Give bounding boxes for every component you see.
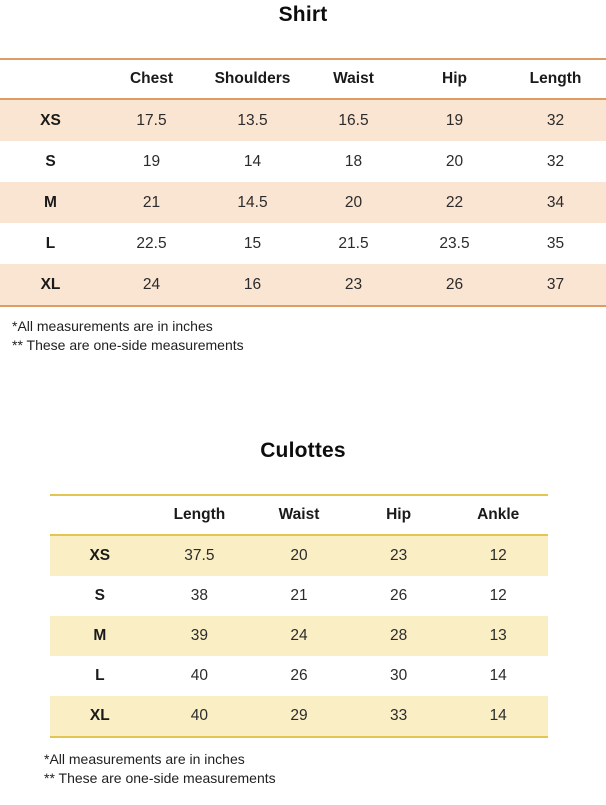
table-row-l bbox=[50, 656, 548, 696]
value-cell: 12 bbox=[489, 547, 507, 564]
size-cell: XL bbox=[40, 275, 61, 293]
column-header-hip: Hip bbox=[442, 70, 467, 87]
value-cell: 23 bbox=[344, 275, 363, 293]
table-note: ** These are one-side measurements bbox=[12, 337, 244, 353]
value-cell: 37 bbox=[546, 275, 565, 293]
table-note: ** These are one-side measurements bbox=[44, 770, 276, 786]
value-cell: 21.5 bbox=[338, 234, 369, 252]
shirt-notes bbox=[12, 317, 606, 355]
culottes-title: Culottes bbox=[260, 439, 346, 462]
value-cell: 20 bbox=[290, 547, 308, 564]
value-cell: 21 bbox=[290, 587, 308, 604]
value-cell: 18 bbox=[344, 152, 363, 170]
value-cell: 26 bbox=[445, 275, 464, 293]
value-cell: 30 bbox=[389, 667, 408, 684]
value-cell: 14 bbox=[489, 667, 507, 684]
culottes-notes bbox=[44, 750, 606, 788]
table-row-m bbox=[0, 182, 606, 223]
value-cell: 14 bbox=[243, 152, 262, 170]
table-row-m bbox=[50, 616, 548, 656]
value-cell: 16 bbox=[243, 275, 262, 293]
value-cell: 33 bbox=[389, 707, 408, 724]
value-cell: 15 bbox=[243, 234, 262, 252]
value-cell: 22 bbox=[445, 193, 464, 211]
size-cell: M bbox=[93, 627, 107, 644]
value-cell: 29 bbox=[290, 707, 308, 724]
column-header-waist: Waist bbox=[278, 506, 320, 523]
value-cell: 35 bbox=[546, 234, 565, 252]
culottes-size-table bbox=[50, 494, 548, 738]
value-cell: 22.5 bbox=[136, 234, 167, 252]
table-row-l bbox=[0, 223, 606, 264]
value-cell: 26 bbox=[389, 587, 408, 604]
value-cell: 40 bbox=[190, 667, 209, 684]
column-header-ankle: Ankle bbox=[477, 506, 520, 523]
value-cell: 17.5 bbox=[136, 111, 167, 129]
value-cell: 26 bbox=[290, 667, 308, 684]
value-cell: 39 bbox=[190, 627, 209, 644]
shirt-header-row bbox=[0, 60, 606, 100]
value-cell: 20 bbox=[445, 152, 464, 170]
table-note: *All measurements are in inches bbox=[12, 318, 213, 334]
size-cell: XS bbox=[89, 547, 111, 564]
size-cell: L bbox=[45, 234, 56, 252]
value-cell: 23.5 bbox=[439, 234, 470, 252]
size-cell: S bbox=[94, 587, 105, 604]
shirt-size-table bbox=[0, 58, 606, 307]
value-cell: 12 bbox=[489, 587, 507, 604]
table-note: *All measurements are in inches bbox=[44, 751, 245, 767]
table-row-s bbox=[0, 141, 606, 182]
column-header-length: Length bbox=[529, 70, 582, 87]
table-row-s bbox=[50, 576, 548, 616]
value-cell: 14.5 bbox=[237, 193, 268, 211]
table-row-xl bbox=[50, 696, 548, 736]
culottes-header-row bbox=[50, 496, 548, 536]
value-cell: 32 bbox=[546, 111, 565, 129]
value-cell: 23 bbox=[389, 547, 408, 564]
column-header-hip: Hip bbox=[386, 506, 412, 523]
value-cell: 14 bbox=[489, 707, 507, 724]
size-cell: XS bbox=[40, 111, 61, 129]
table-row-xs bbox=[0, 100, 606, 141]
column-header-shoulders: Shoulders bbox=[214, 70, 291, 87]
value-cell: 37.5 bbox=[184, 547, 215, 564]
size-cell: S bbox=[45, 152, 56, 170]
value-cell: 21 bbox=[142, 193, 161, 211]
size-cell: M bbox=[44, 193, 57, 211]
shirt-title: Shirt bbox=[278, 3, 328, 26]
value-cell: 38 bbox=[190, 587, 209, 604]
value-cell: 28 bbox=[389, 627, 408, 644]
value-cell: 16.5 bbox=[338, 111, 369, 129]
value-cell: 34 bbox=[546, 193, 565, 211]
corner-cell bbox=[50, 496, 150, 534]
column-header-length: Length bbox=[173, 506, 226, 523]
value-cell: 13 bbox=[489, 627, 507, 644]
column-header-chest: Chest bbox=[129, 70, 174, 87]
value-cell: 19 bbox=[445, 111, 464, 129]
value-cell: 32 bbox=[546, 152, 565, 170]
size-cell: L bbox=[95, 667, 105, 684]
value-cell: 13.5 bbox=[237, 111, 268, 129]
table-row-xl bbox=[0, 264, 606, 305]
value-cell: 19 bbox=[142, 152, 161, 170]
column-header-waist: Waist bbox=[333, 70, 374, 87]
value-cell: 20 bbox=[344, 193, 363, 211]
corner-cell bbox=[0, 60, 101, 98]
value-cell: 40 bbox=[190, 707, 209, 724]
value-cell: 24 bbox=[142, 275, 161, 293]
size-cell: XL bbox=[89, 707, 110, 724]
table-row-xs bbox=[50, 536, 548, 576]
value-cell: 24 bbox=[290, 627, 308, 644]
